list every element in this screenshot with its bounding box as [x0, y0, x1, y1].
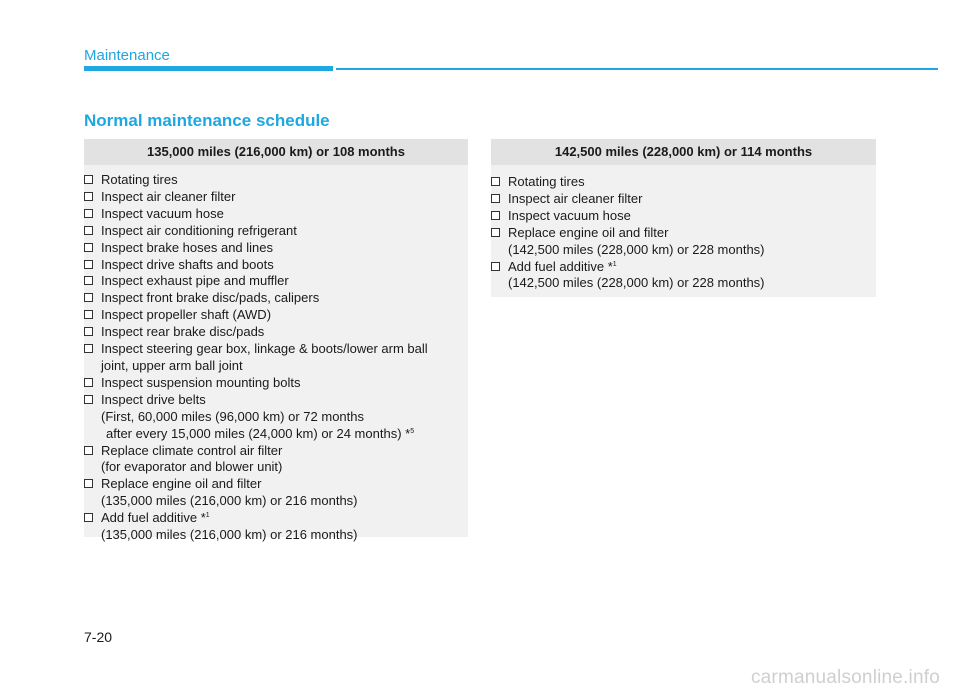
item-label-wrap	[101, 510, 468, 527]
item-detail: (for evaporator and blower unit)	[101, 459, 283, 475]
item-detail: (142,500 miles (228,000 km) or 228 months)	[508, 241, 765, 257]
item-label: Inspect suspension mounting bolts	[101, 374, 301, 390]
list-item	[84, 257, 468, 274]
checklist	[491, 165, 876, 292]
list-item	[491, 191, 876, 208]
checkbox-icon	[84, 310, 93, 319]
list-item	[84, 476, 468, 510]
item-label: Inspect rear brake disc/pads	[101, 324, 265, 340]
list-item	[84, 240, 468, 257]
list-item	[84, 443, 468, 477]
checkbox-icon	[84, 276, 93, 285]
checkbox-icon	[491, 177, 500, 186]
checkbox-icon	[84, 175, 93, 184]
list-item	[84, 375, 468, 392]
item-label: Inspect front brake disc/pads, calipers	[101, 290, 320, 306]
list-item	[84, 172, 468, 189]
item-detail: (142,500 miles (228,000 km) or 228 months)	[508, 275, 765, 291]
header-rule	[336, 68, 938, 70]
page-title: Normal maintenance schedule	[84, 111, 330, 130]
checkbox-icon	[491, 211, 500, 220]
footnote-ref: 5	[410, 427, 415, 435]
item-detail: (First, 60,000 miles (96,000 km) or 72 months	[101, 408, 364, 424]
list-item	[491, 259, 876, 293]
item-detail-text: after every 15,000 miles (24,000 km) or 24 months) *	[106, 425, 411, 441]
checkbox-icon	[491, 262, 500, 271]
item-label: Add fuel additive *	[101, 510, 206, 526]
section-label: Maintenance	[84, 47, 170, 64]
list-item	[84, 189, 468, 206]
list-item	[84, 324, 468, 341]
item-label: Inspect drive belts	[101, 391, 206, 407]
checkbox-icon	[84, 479, 93, 488]
list-item	[84, 392, 468, 443]
checkbox-icon	[84, 344, 93, 353]
checkbox-icon	[84, 513, 93, 522]
item-label: Inspect exhaust pipe and muffler	[101, 273, 289, 289]
item-label: Inspect air conditioning refrigerant	[101, 222, 297, 238]
item-label: Inspect steering gear box, linkage & boots/lower arm ball	[101, 341, 428, 357]
item-detail: joint, upper arm ball joint	[101, 357, 243, 373]
item-label: Replace engine oil and filter	[101, 476, 262, 492]
item-detail: (135,000 miles (216,000 km) or 216 months)	[101, 493, 358, 509]
list-item	[491, 225, 876, 259]
schedule-card-135000	[84, 139, 468, 543]
checkbox-icon	[84, 260, 93, 269]
list-item	[84, 223, 468, 240]
footnote-ref: 1	[612, 260, 617, 268]
checkbox-icon	[84, 209, 93, 218]
checkbox-icon	[84, 192, 93, 201]
checklist	[84, 165, 468, 544]
item-label: Inspect brake hoses and lines	[101, 239, 273, 255]
item-detail	[101, 426, 468, 443]
list-item	[84, 290, 468, 307]
list-item	[84, 510, 468, 544]
item-label: Inspect vacuum hose	[508, 207, 631, 223]
item-label: Rotating tires	[508, 174, 585, 189]
card-heading: 135,000 miles (216,000 km) or 108 months	[84, 139, 468, 165]
checkbox-icon	[491, 228, 500, 237]
item-label: Inspect drive shafts and boots	[101, 256, 274, 272]
footnote-ref: 1	[205, 512, 210, 520]
schedule-card-142500	[491, 139, 876, 297]
list-item	[491, 208, 876, 225]
item-label: Inspect air cleaner filter	[101, 188, 236, 204]
checkbox-icon	[84, 446, 93, 455]
item-label: Inspect vacuum hose	[101, 205, 224, 221]
item-label: Replace engine oil and filter	[508, 224, 669, 240]
item-label-wrap	[508, 259, 876, 276]
item-label: Inspect propeller shaft (AWD)	[101, 307, 272, 323]
item-label: Rotating tires	[101, 172, 178, 187]
list-item	[491, 174, 876, 191]
checkbox-icon	[491, 194, 500, 203]
watermark: carmanualsonline.info	[750, 667, 940, 688]
header-rule-accent	[84, 66, 333, 71]
item-detail: (135,000 miles (216,000 km) or 216 months)	[101, 527, 358, 543]
checkbox-icon	[84, 395, 93, 404]
page-number: 7-20	[84, 629, 113, 645]
list-item	[84, 307, 468, 324]
list-item	[84, 273, 468, 290]
item-label: Inspect air cleaner filter	[508, 190, 643, 206]
checkbox-icon	[84, 243, 93, 252]
checkbox-icon	[84, 327, 93, 336]
card-heading: 142,500 miles (228,000 km) or 114 months	[491, 139, 876, 165]
list-item	[84, 206, 468, 223]
checkbox-icon	[84, 293, 93, 302]
checkbox-icon	[84, 226, 93, 235]
item-label: Add fuel additive *	[508, 258, 613, 274]
checkbox-icon	[84, 378, 93, 387]
list-item	[84, 341, 468, 375]
item-label: Replace climate control air filter	[101, 442, 283, 458]
